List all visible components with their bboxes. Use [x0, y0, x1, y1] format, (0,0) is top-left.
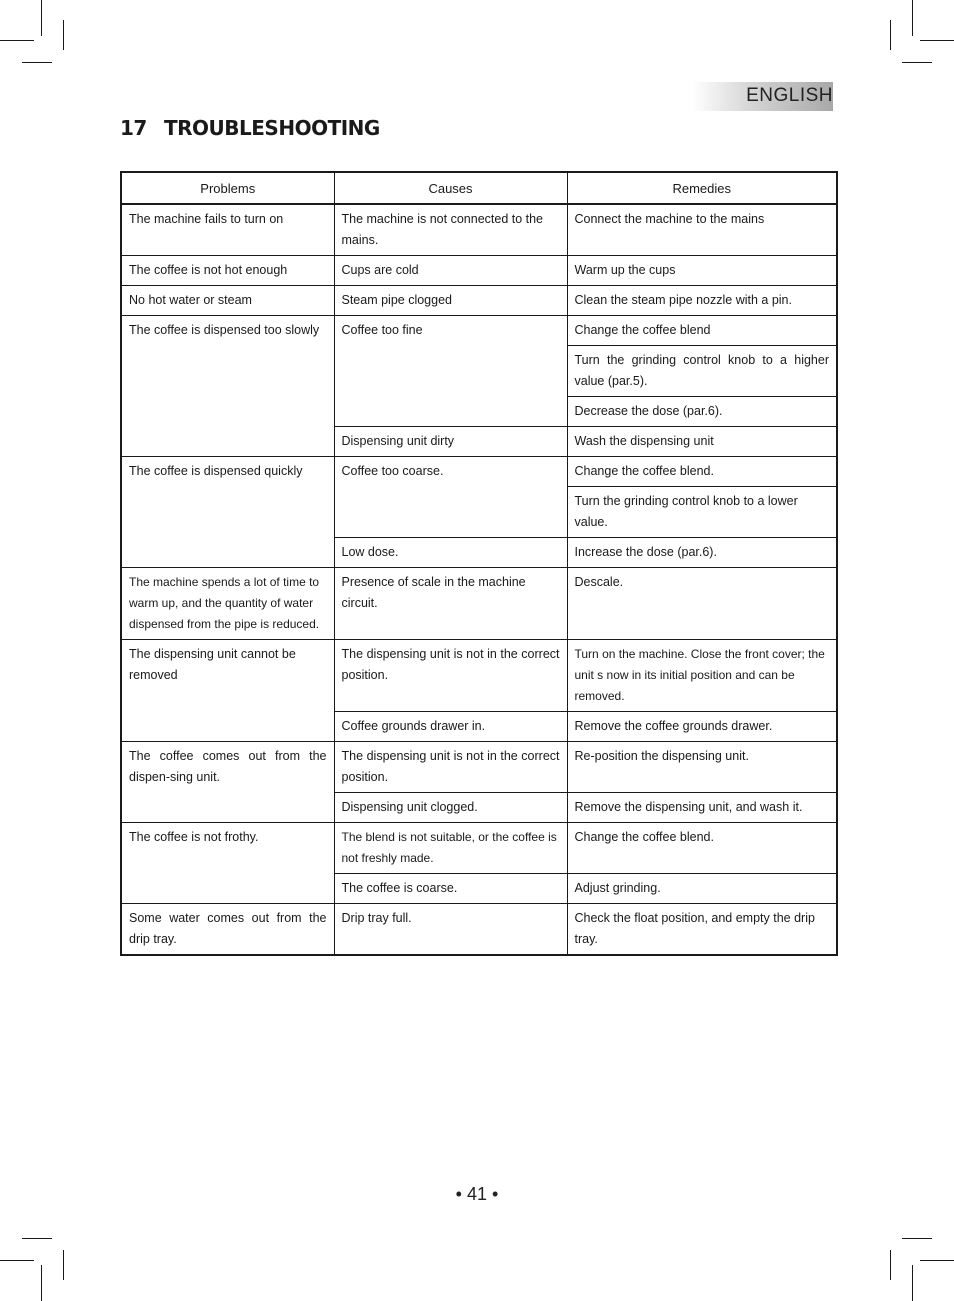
table-row: [121, 568, 837, 640]
remedy-cell: Increase the dose (par.6).: [567, 538, 837, 568]
column-header-problems: Problems: [121, 172, 334, 204]
crop-mark: [920, 40, 954, 41]
column-header-remedies: Remedies: [567, 172, 837, 204]
remedy-cell: Adjust grinding.: [567, 874, 837, 904]
crop-mark: [22, 1238, 52, 1239]
cause-cell: The dispensing unit is not in the correct position.: [334, 640, 567, 712]
cause-cell: The dispensing unit is not in the correct position.: [334, 742, 567, 793]
problem-cell: The coffee is not frothy.: [121, 823, 334, 904]
crop-mark: [912, 1265, 913, 1301]
crop-mark: [41, 0, 42, 36]
table-row: [121, 286, 837, 316]
cause-cell: Drip tray full.: [334, 904, 567, 956]
section-title: [120, 116, 380, 140]
column-header-causes: Causes: [334, 172, 567, 204]
cause-cell: Dispensing unit clogged.: [334, 793, 567, 823]
crop-mark: [0, 40, 34, 41]
remedy-cell: Decrease the dose (par.6).: [567, 397, 837, 427]
remedy-cell: Change the coffee blend: [567, 316, 837, 346]
problem-cell: The machine fails to turn on: [121, 204, 334, 256]
cause-cell: Steam pipe clogged: [334, 286, 567, 316]
language-label: ENGLISH: [746, 85, 833, 106]
table-row: [121, 640, 837, 712]
cause-cell: Cups are cold: [334, 256, 567, 286]
table-row: [121, 256, 837, 286]
problem-cell: The coffee is dispensed quickly: [121, 457, 334, 568]
section-heading: TROUBLESHOOTING: [164, 116, 380, 140]
remedy-cell: Warm up the cups: [567, 256, 837, 286]
problem-cell: No hot water or steam: [121, 286, 334, 316]
crop-mark: [22, 62, 52, 63]
table-row: [121, 742, 837, 793]
cause-cell: Dispensing unit dirty: [334, 427, 567, 457]
remedy-cell: Wash the dispensing unit: [567, 427, 837, 457]
table-header-row: [121, 172, 837, 204]
table-row: [121, 316, 837, 346]
cause-cell: Presence of scale in the machine circuit.: [334, 568, 567, 640]
problem-cell: The dispensing unit cannot be removed: [121, 640, 334, 742]
section-number: 17: [120, 116, 147, 140]
problem-cell: The machine spends a lot of time to warm up, and the quantity of water dispensed from the pipe is reduced.: [121, 568, 334, 640]
troubleshooting-table: [120, 171, 838, 956]
problem-cell: The coffee comes out from the dispen-sing unit.: [121, 742, 334, 823]
crop-mark: [912, 0, 913, 36]
crop-mark: [920, 1260, 954, 1261]
table-row: [121, 457, 837, 487]
crop-mark: [63, 20, 64, 50]
crop-mark: [0, 1260, 34, 1261]
remedy-cell: Change the coffee blend.: [567, 457, 837, 487]
crop-mark: [890, 1250, 891, 1280]
table-row: [121, 204, 837, 256]
problem-cell: The coffee is not hot enough: [121, 256, 334, 286]
remedy-cell: Descale.: [567, 568, 837, 640]
remedy-cell: Change the coffee blend.: [567, 823, 837, 874]
crop-mark: [63, 1250, 64, 1280]
cause-cell: Coffee too coarse.: [334, 457, 567, 538]
remedy-cell: Connect the machine to the mains: [567, 204, 837, 256]
problem-cell: Some water comes out from the drip tray.: [121, 904, 334, 956]
remedy-cell: Remove the dispensing unit, and wash it.: [567, 793, 837, 823]
crop-mark: [41, 1265, 42, 1301]
cause-cell: Coffee grounds drawer in.: [334, 712, 567, 742]
crop-mark: [902, 1238, 932, 1239]
remedy-cell: Remove the coffee grounds drawer.: [567, 712, 837, 742]
cause-cell: The blend is not suitable, or the coffee is not freshly made.: [334, 823, 567, 874]
remedy-cell: Check the float position, and empty the drip tray.: [567, 904, 837, 956]
table-row: [121, 823, 837, 874]
language-tab: [692, 82, 833, 111]
page-number: • 41 •: [455, 1184, 499, 1204]
remedy-cell: Turn the grinding control knob to a higher value (par.5).: [567, 346, 837, 397]
remedy-cell: Turn the grinding control knob to a lower value.: [567, 487, 837, 538]
cause-cell: Coffee too fine: [334, 316, 567, 427]
table-row: [121, 904, 837, 956]
problem-cell: The coffee is dispensed too slowly: [121, 316, 334, 457]
cause-cell: The machine is not connected to the mains.: [334, 204, 567, 256]
crop-mark: [890, 20, 891, 50]
remedy-cell: Re-position the dispensing unit.: [567, 742, 837, 793]
crop-mark: [902, 62, 932, 63]
cause-cell: Low dose.: [334, 538, 567, 568]
remedy-cell: Turn on the machine. Close the front cover; the unit s now in its initial position and can be removed.: [567, 640, 837, 712]
remedy-cell: Clean the steam pipe nozzle with a pin.: [567, 286, 837, 316]
cause-cell: The coffee is coarse.: [334, 874, 567, 904]
